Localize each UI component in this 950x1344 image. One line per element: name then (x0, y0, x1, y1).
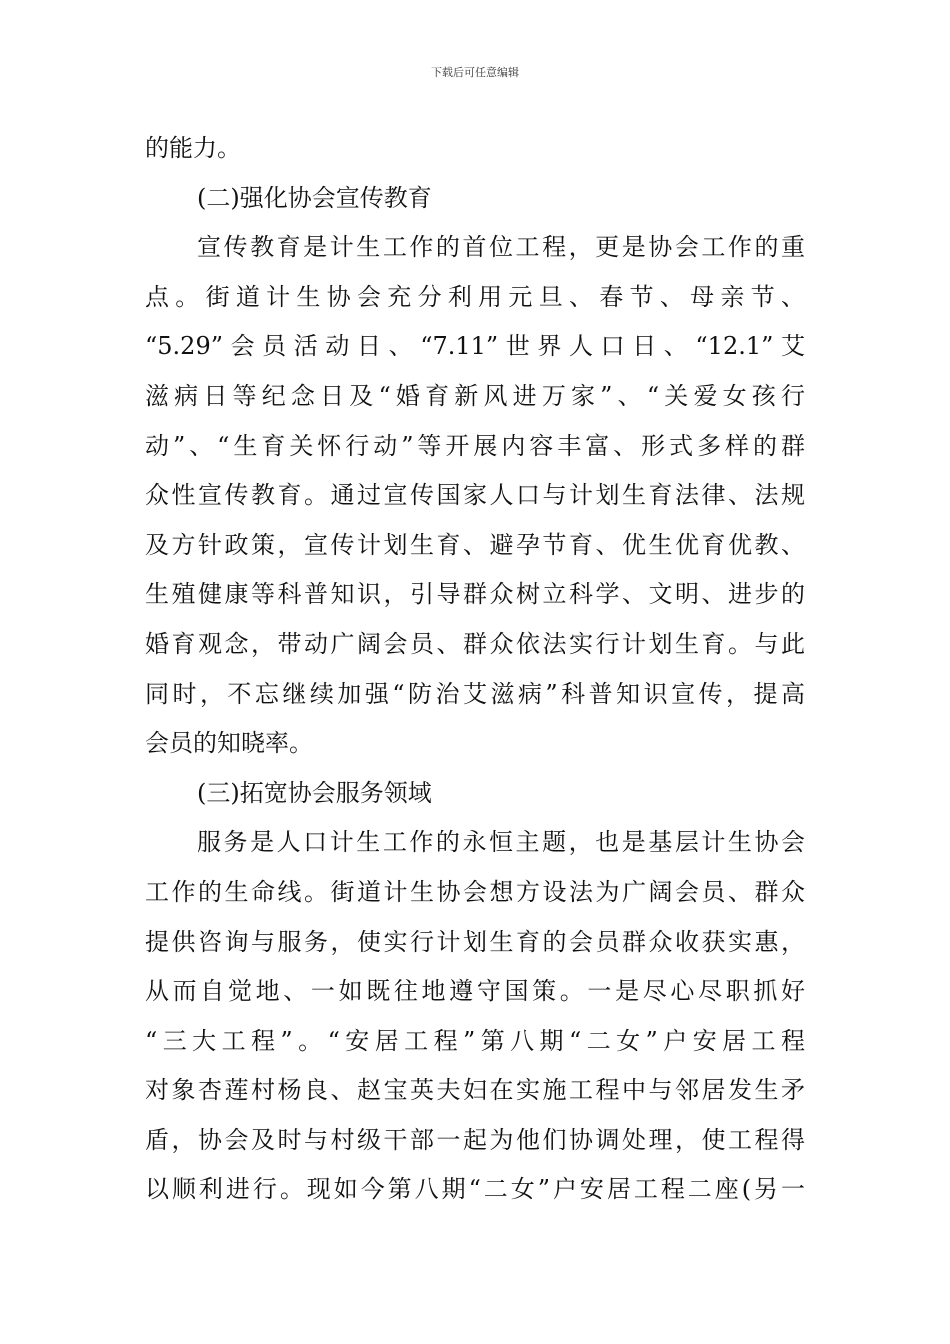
document-body (145, 124, 805, 1215)
text-line: 工作的生命线。街道计生协会想方设法为广阔会员、群众 (145, 877, 805, 906)
text-line: 动”、“生育关怀行动”等开展内容丰富、形式多样的群 (145, 431, 805, 460)
text-line: 从而自觉地、一如既往地遵守国策。一是尽心尽职抓好 (145, 977, 805, 1006)
section-heading: (二)强化协会宣传教育 (197, 183, 432, 212)
section-heading: (三)拓宽协会服务领域 (197, 778, 432, 807)
text-line: 对象杏莲村杨良、赵宝英夫妇在实施工程中与邻居发生矛 (145, 1076, 805, 1105)
text-line: 盾，协会及时与村级干部一起为他们协调处理，使工程得 (145, 1125, 805, 1154)
page-header: 下载后可任意编辑 (431, 66, 519, 79)
text-line: “三大工程”。“安居工程”第八期“二女”户安居工程 (145, 1026, 805, 1055)
text-line: 生殖健康等科普知识，引导群众树立科学、文明、进步的 (145, 580, 805, 609)
text-line: 婚育观念，带动广阔会员、群众依法实行计划生育。与此 (145, 629, 805, 658)
text-line: 提供咨询与服务，使实行计划生育的会员群众收获实惠， (145, 927, 805, 956)
text-line: 会员的知晓率。 (145, 729, 313, 758)
text-line: 滋病日等纪念日及“婚育新风进万家”、“关爱女孩行 (145, 381, 805, 410)
text-line: 点。街道计生协会充分利用元旦、春节、母亲节、 (145, 282, 805, 311)
text-line: 宣传教育是计生工作的首位工程，更是协会工作的重 (197, 233, 805, 262)
text-line: 众性宣传教育。通过宣传国家人口与计划生育法律、法规 (145, 481, 805, 510)
text-line: 服务是人口计生工作的永恒主题，也是基层计生协会 (197, 828, 805, 857)
text-line: “5.29”会员活动日、“7.11”世界人口日、“12.1”艾 (145, 332, 805, 361)
text-line: 的能力。 (145, 134, 241, 162)
text-line: 同时，不忘继续加强“防治艾滋病”科普知识宣传，提高 (145, 679, 805, 708)
text-line: 及方针政策，宣传计划生育、避孕节育、优生优育优教、 (145, 530, 805, 559)
text-line: 以顺利进行。现如今第八期“二女”户安居工程二座(另一 (145, 1175, 805, 1204)
